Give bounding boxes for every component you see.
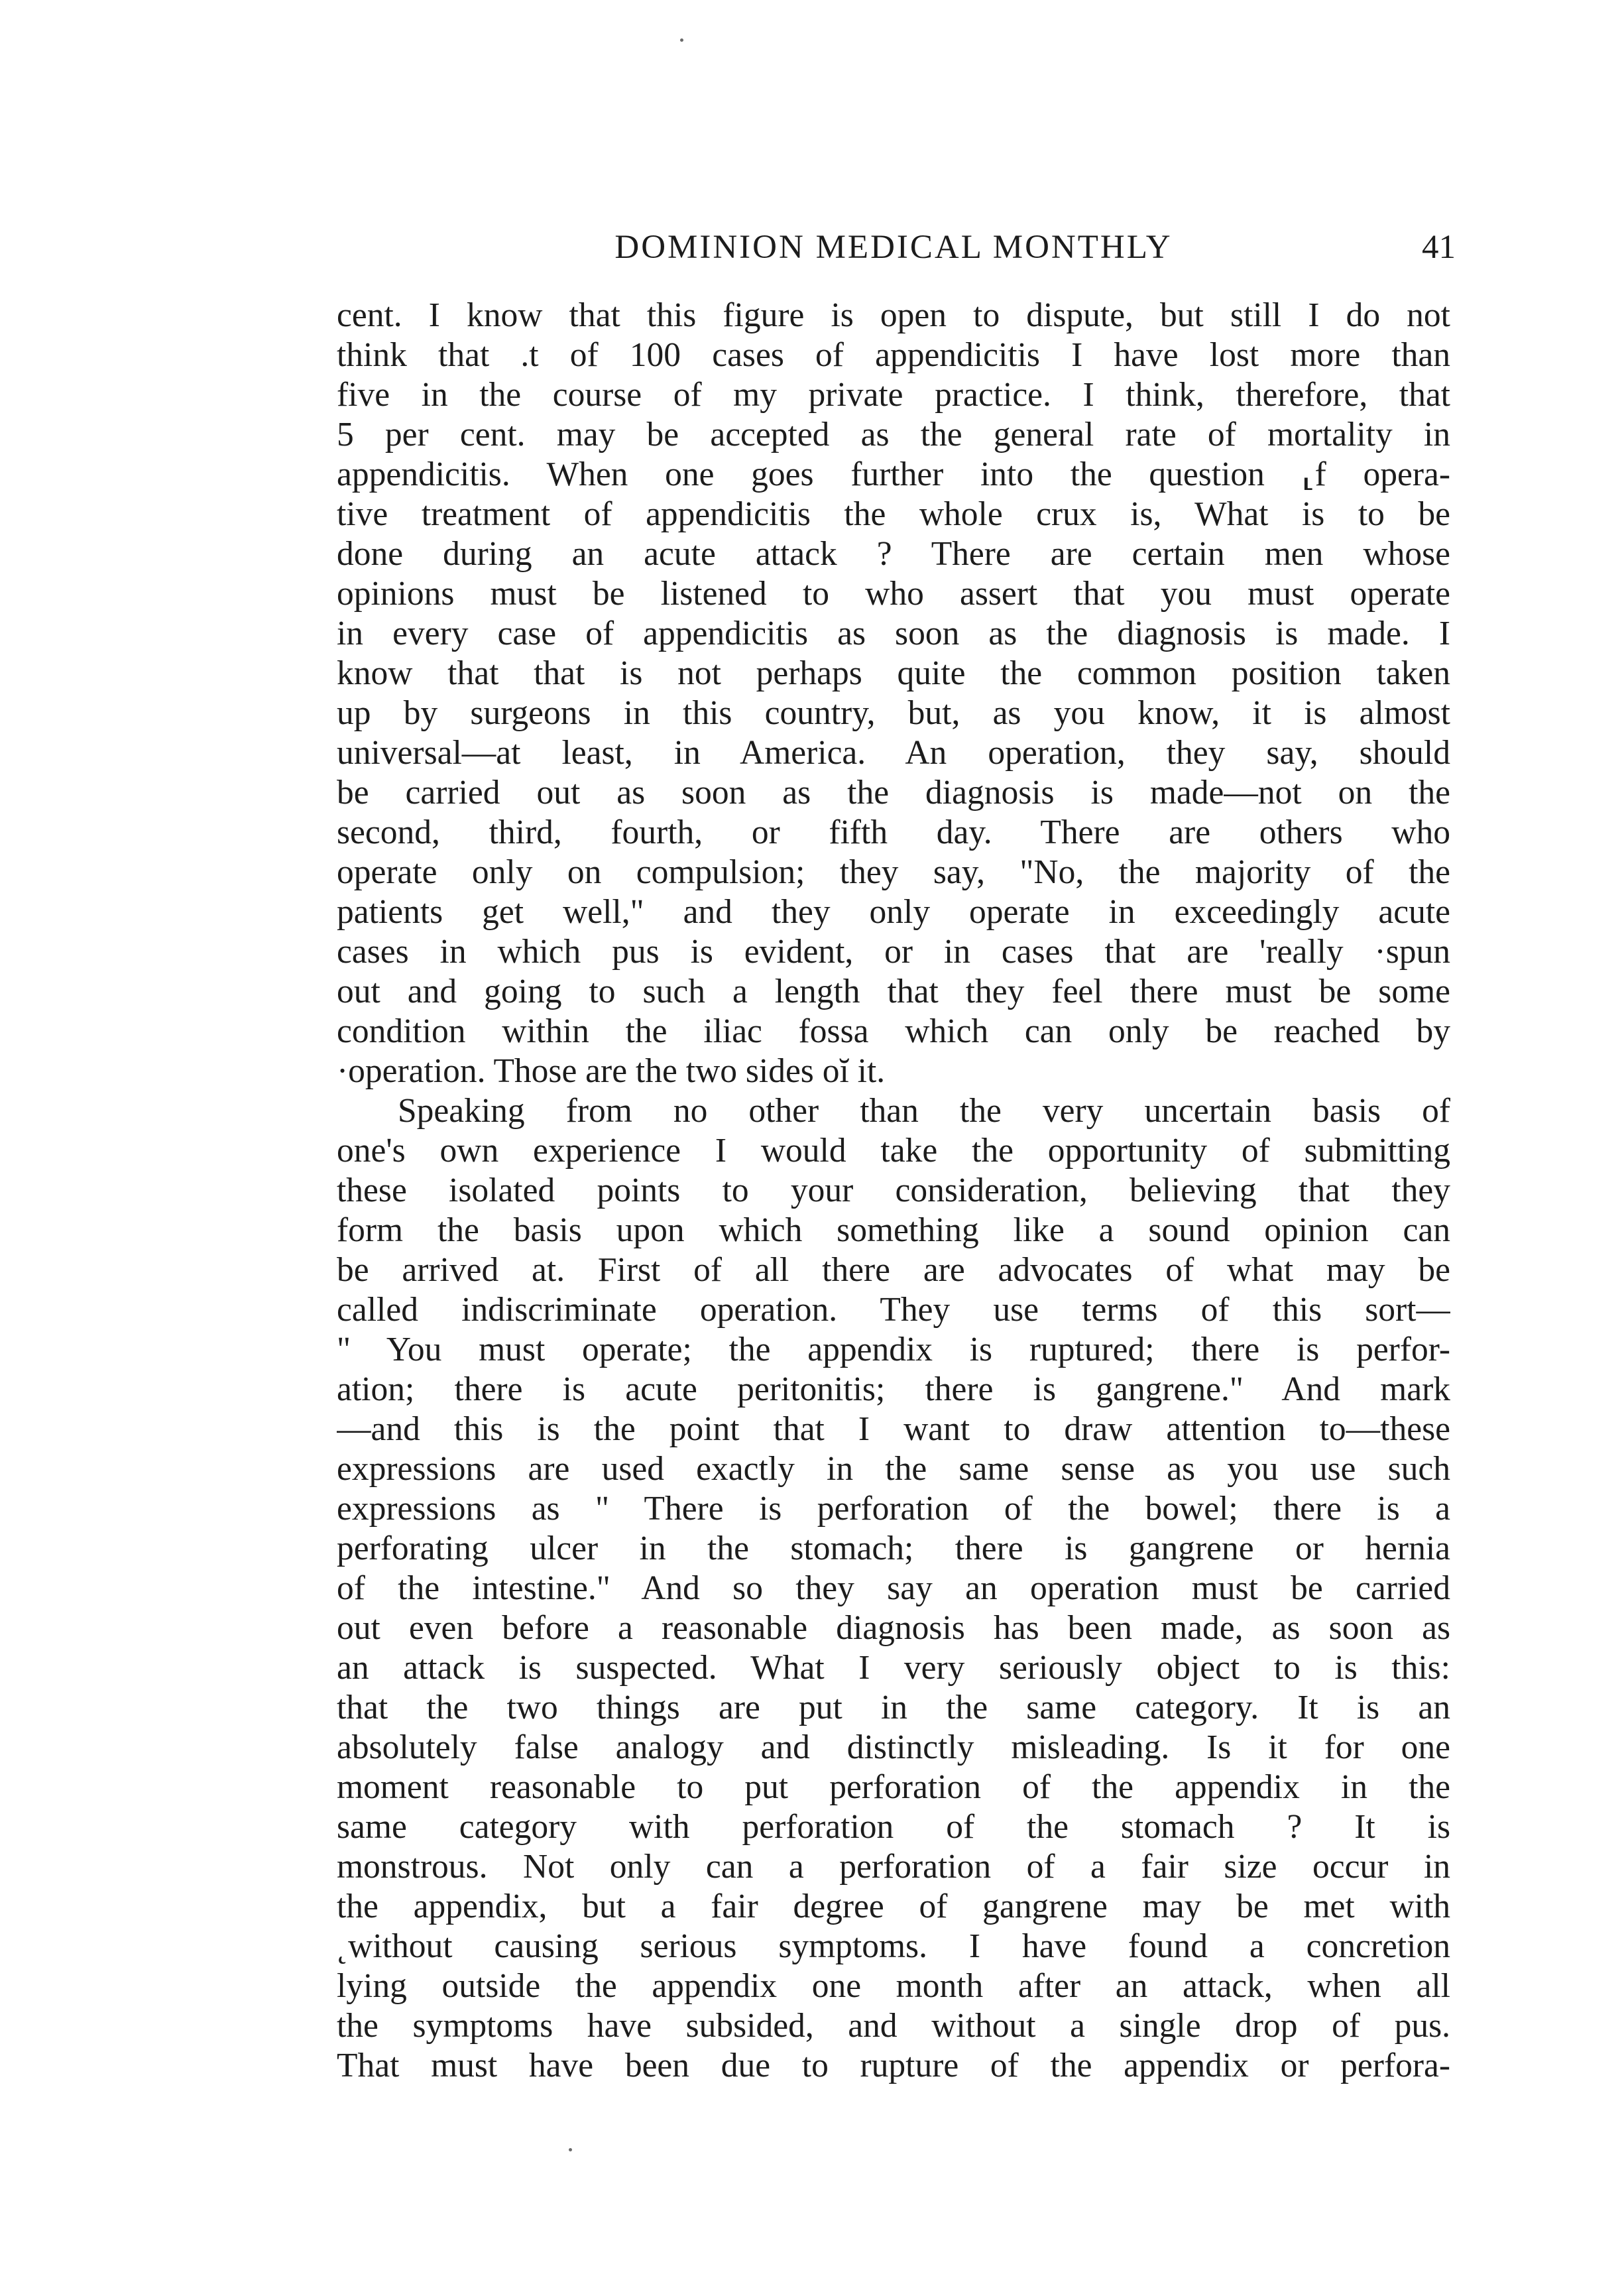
text-line: think that .t of 100 cases of appendicitis I have lost more than <box>337 336 1450 374</box>
text-line: ation; there is acute peritonitis; there is gangrene." And mark <box>337 1370 1450 1408</box>
text-line: appendicitis. When one goes further into the question ⸤f opera- <box>337 455 1450 493</box>
text-line: out even before a reasonable diagnosis has been made, as soon as <box>337 1609 1450 1647</box>
text-line: moment reasonable to put perforation of the appendix in the <box>337 1768 1450 1806</box>
text-line: That must have been due to rupture of the appendix or perfora- <box>337 2047 1450 2084</box>
text-line: one's own experience I would take the opportunity of submitting <box>337 1132 1450 1170</box>
body-text <box>337 296 1450 2086</box>
text-line: expressions as " There is perforation of the bowel; there is a <box>337 1490 1450 1528</box>
text-line: —and this is the point that I want to draw attention to—these <box>337 1410 1450 1448</box>
text-line: that the two things are put in the same category. It is an <box>337 1689 1450 1726</box>
text-line: second, third, fourth, or fifth day. There are others who <box>337 813 1450 851</box>
text-line: be arrived at. First of all there are advocates of what may be <box>337 1251 1450 1289</box>
text-line: in every case of appendicitis as soon as the diagnosis is made. I <box>337 615 1450 652</box>
running-head <box>337 224 1456 271</box>
text-line: perforating ulcer in the stomach; there is gangrene or hernia <box>337 1530 1450 1567</box>
text-line: lying outside the appendix one month after an attack, when all <box>337 1967 1450 2005</box>
text-line: ˛without causing serious symptoms. I have found a concretion <box>337 1927 1450 1965</box>
text-line: called indiscriminate operation. They use terms of this sort— <box>337 1291 1450 1329</box>
text-line: same category with perforation of the stomach ? It is <box>337 1808 1450 1846</box>
text-line: five in the course of my private practice. I think, therefore, that <box>337 376 1450 414</box>
page-number: 41 <box>1422 229 1456 266</box>
text-line: universal—at least, in America. An operation, they say, should <box>337 734 1450 772</box>
text-line: monstrous. Not only can a perforation of a fair size occur in <box>337 1848 1450 1886</box>
text-line: expressions are used exactly in the same sense as you use such <box>337 1450 1450 1488</box>
text-line: these isolated points to your consideration, believing that they <box>337 1172 1450 1209</box>
text-line: operate only on compulsion; they say, "No, the majority of the <box>337 853 1450 891</box>
text-line: the appendix, but a fair degree of gangrene may be met with <box>337 1888 1450 1925</box>
paragraph-last-line: ·operation. Those are the two sides oĭ it. <box>337 1052 886 1090</box>
print-speck-top <box>680 38 683 42</box>
text-line: opinions must be listened to who assert that you must operate <box>337 575 1450 613</box>
text-line: done during an acute attack ? There are certain men whose <box>337 535 1450 573</box>
text-line: patients get well," and they only operate in exceedingly acute <box>337 893 1450 931</box>
text-line: know that that is not perhaps quite the common position taken <box>337 654 1450 692</box>
text-line: cases in which pus is evident, or in cases that are 'really ·spun <box>337 933 1450 971</box>
text-line: condition within the iliac fossa which can only be reached by <box>337 1012 1450 1050</box>
text-line: of the intestine." And so they say an operation must be carried <box>337 1569 1450 1607</box>
text-line: tive treatment of appendicitis the whole crux is, What is to be <box>337 495 1450 533</box>
text-line: an attack is suspected. What I very seriously object to is this: <box>337 1649 1450 1687</box>
running-title: DOMINION MEDICAL MONTHLY <box>614 229 1173 266</box>
text-line: absolutely false analogy and distinctly misleading. Is it for one <box>337 1728 1450 1766</box>
text-line: out and going to such a length that they feel there must be some <box>337 973 1450 1010</box>
text-line: cent. I know that this figure is open to dispute, but still I do not <box>337 296 1450 334</box>
text-line: " You must operate; the appendix is ruptured; there is perfor- <box>337 1331 1450 1368</box>
text-line: form the basis upon which something like a sound opinion can <box>337 1211 1450 1249</box>
paragraph-first-line: Speaking from no other than the very uncertain basis of <box>398 1092 1450 1130</box>
text-line: up by surgeons in this country, but, as you know, it is almost <box>337 694 1450 732</box>
text-line: the symptoms have subsided, and without a single drop of pus. <box>337 2007 1450 2045</box>
print-speck-bottom <box>569 2148 572 2151</box>
text-line: be carried out as soon as the diagnosis is made—not on the <box>337 774 1450 812</box>
text-line: 5 per cent. may be accepted as the general rate of mortality in <box>337 416 1450 453</box>
